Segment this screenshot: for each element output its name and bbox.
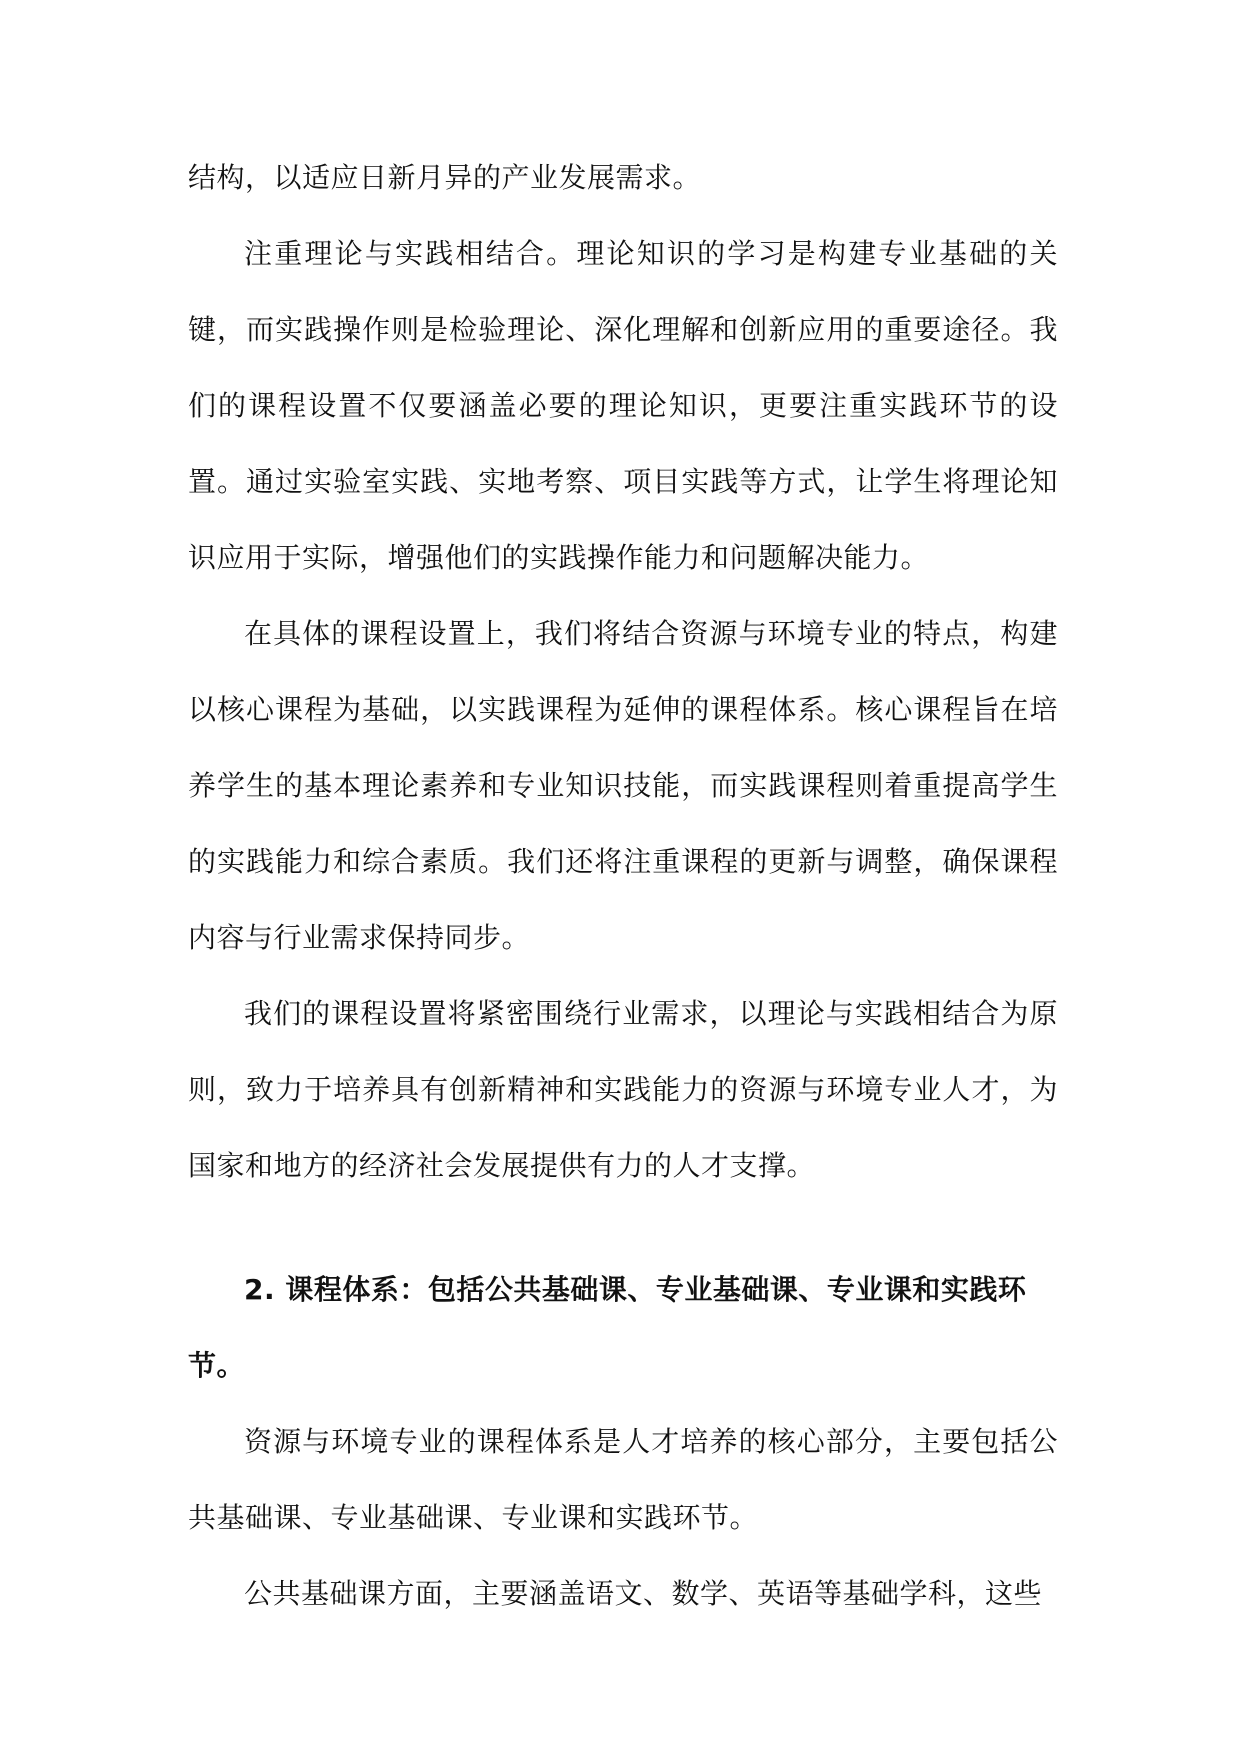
paragraph-public-courses: 公共基础课方面，主要涵盖语文、数学、英语等基础学科，这些 [244,1577,1043,1610]
section-heading: 2. 课程体系：包括公共基础课、专业基础课、专业课和实践环节。 [188,1273,1027,1382]
paragraph-continuation: 结构，以适应日新月异的产业发展需求。 [188,161,702,194]
document-body [188,140,1058,1632]
paragraph-theory-practice: 注重理论与实践相结合。理论知识的学习是构建专业基础的关键，而实践操作则是检验理论、深化理解和创新应用的重要途径。我们的课程设置不仅要涵盖必要的理论知识，更要注重实践环节的设置。通过实验室实践、实地考察、项目实践等方式，让学生将理论知识应用于实际，增强他们的实践操作能力和问题解决能力。 [188,237,1058,574]
paragraph-curriculum-intro: 资源与环境专业的课程体系是人才培养的核心部分，主要包括公共基础课、专业基础课、专业课和实践环节。 [188,1425,1058,1534]
paragraph-summary: 我们的课程设置将紧密围绕行业需求，以理论与实践相结合为原则，致力于培养具有创新精神和实践能力的资源与环境专业人才，为国家和地方的经济社会发展提供有力的人才支撑。 [188,997,1058,1182]
paragraph-course-setting: 在具体的课程设置上，我们将结合资源与环境专业的特点，构建以核心课程为基础，以实践课程为延伸的课程体系。核心课程旨在培养学生的基本理论素养和专业知识技能，而实践课程则着重提高学生的实践能力和综合素质。我们还将注重课程的更新与调整，确保课程内容与行业需求保持同步。 [188,617,1058,954]
